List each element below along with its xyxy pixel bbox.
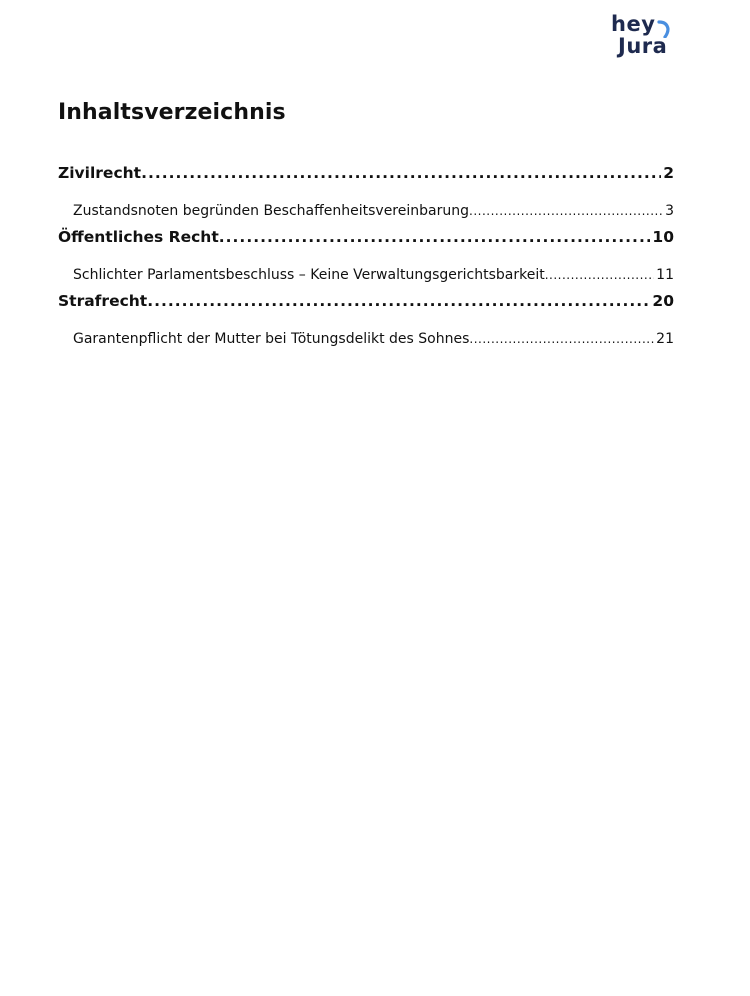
toc-page-number: 10	[652, 228, 674, 246]
toc-entry-label: Öffentliches Recht	[58, 228, 219, 246]
toc-leader-dots	[545, 263, 654, 288]
toc-page-number: 2	[663, 164, 674, 182]
toc-entry-garantenpflicht[interactable]	[73, 327, 674, 352]
toc-page-number: 21	[656, 331, 674, 347]
page-title: Inhaltsverzeichnis	[58, 100, 286, 125]
toc-page-number: 3	[665, 203, 674, 219]
toc-page-number: 11	[656, 267, 674, 283]
toc-leader-dots	[141, 160, 661, 186]
toc-entry-label: Zustandsnoten begründen Beschaffenheitsvereinbarung	[73, 203, 469, 219]
heyjura-logo	[605, 12, 680, 58]
toc-entry-label: Zivilrecht	[58, 164, 142, 182]
toc-entry-label: Schlichter Parlamentsbeschluss – Keine Verwaltungsgerichtsbarkeit	[73, 267, 545, 283]
toc-entry-oeffentliches-recht[interactable]	[58, 224, 674, 250]
toc-leader-dots	[147, 288, 650, 314]
logo-text-hey: hey	[611, 12, 656, 36]
toc-entry-zustandsnoten[interactable]	[73, 199, 674, 224]
toc-page-number: 20	[652, 292, 674, 310]
toc-leader-dots	[469, 199, 663, 224]
toc-entry-zivilrecht[interactable]	[58, 160, 674, 186]
toc-leader-dots	[219, 224, 651, 250]
toc-entry-label: Strafrecht	[58, 292, 148, 310]
toc-leader-dots	[469, 327, 654, 352]
toc-entry-parlamentsbeschluss[interactable]	[73, 263, 674, 288]
table-of-contents	[58, 160, 674, 352]
logo-text-jura: Jura	[618, 34, 668, 58]
toc-entry-label: Garantenpflicht der Mutter bei Tötungsdelikt des Sohnes	[73, 331, 470, 347]
toc-entry-strafrecht[interactable]	[58, 288, 674, 314]
